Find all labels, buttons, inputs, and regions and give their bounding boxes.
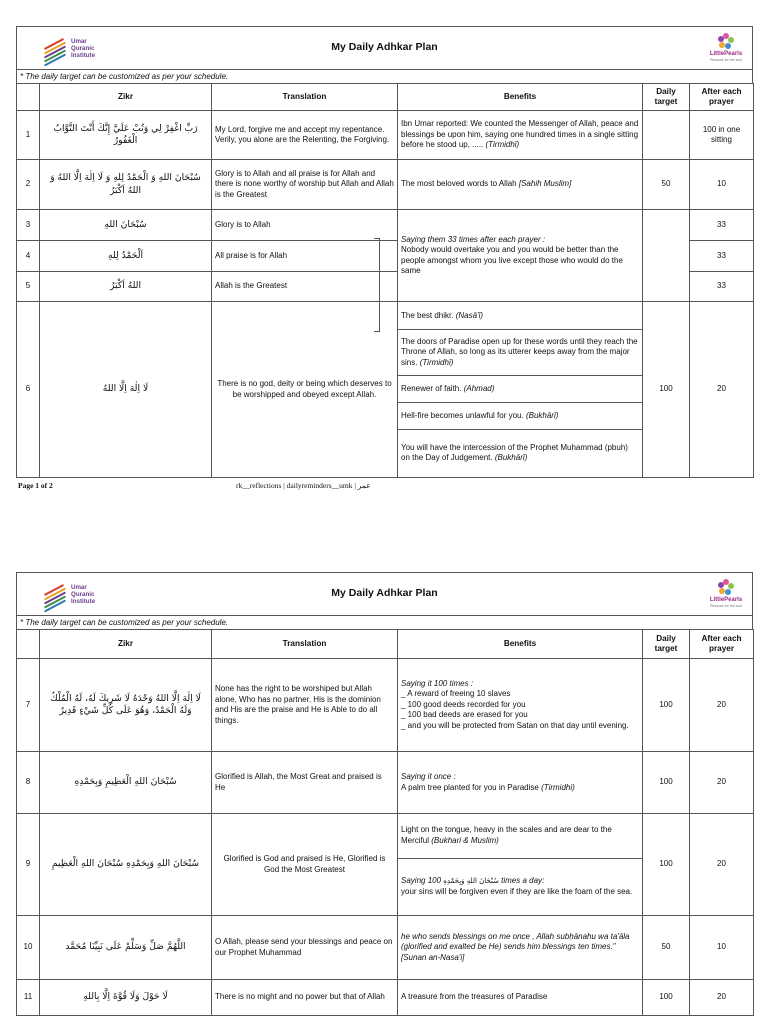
translation-cell: Glorified is God and praised is He, Glorified is God the Most Greatest	[212, 814, 398, 916]
benefit-cell: A treasure from the treasures of Paradise	[398, 980, 643, 1016]
table-row	[17, 814, 754, 916]
table-row	[17, 752, 754, 814]
adhkar-table	[16, 83, 754, 478]
benefit-lead: Saying	[401, 876, 426, 886]
col-header-daily-target: Daily target	[643, 630, 690, 659]
benefit-text: Light on the tongue, heavy in the scales and are dear to the Merciful	[401, 825, 612, 845]
row-number: 6	[17, 302, 40, 478]
zikr-arabic: اللهُ اَكْبَرُ	[40, 272, 212, 302]
logo-line: Quranic	[71, 44, 95, 52]
daily-target: 100	[643, 302, 690, 478]
benefit-item	[398, 303, 642, 330]
benefit-source: (Tirmidhī)	[485, 140, 520, 150]
table-row	[17, 302, 754, 478]
benefit-text: Nobody would overtake you and you would be better than the people amongst whom you live except those who would do the same	[401, 245, 623, 275]
translation-cell: Glory is to Allah	[212, 210, 398, 241]
little-pearls-logo	[708, 31, 744, 65]
customization-note: * The daily target can be customized as per your schedule.	[16, 615, 753, 629]
logo-tagline: Pleasure for the soul	[709, 58, 743, 62]
daily-target: 100	[643, 752, 690, 814]
benefit-cell-multi	[398, 302, 643, 478]
after-prayer-target: 20	[690, 814, 754, 916]
page-header	[16, 26, 753, 69]
page-header	[16, 572, 753, 615]
logo-line: Umar	[71, 37, 87, 45]
row-number: 10	[17, 916, 40, 980]
after-prayer-target: 20	[690, 980, 754, 1016]
table-row	[17, 210, 754, 241]
grouping-bracket	[374, 238, 380, 332]
col-header-after-prayer: After each prayer	[690, 630, 754, 659]
after-prayer-target: 33	[690, 272, 754, 302]
benefit-cell-multi	[398, 814, 643, 916]
translation-cell: Glory is to Allah and all praise is for Allah and there is none worthy of worship but Allah and Allah is the Greatest	[212, 160, 398, 210]
adhkar-table	[16, 629, 754, 1016]
logo-tagline: Pleasure for the soul	[709, 604, 743, 608]
pinwheel-icon	[718, 33, 734, 49]
logo-line: Institute	[71, 51, 96, 59]
benefit-text: The doors of Paradise open up for these words until they reach the Throne of Allah, so long as its utterer keeps away from the major sins.	[401, 336, 638, 367]
benefit-text: your sins will be forgiven even if they are like the foam of the sea.	[401, 886, 633, 896]
daily-target-empty	[643, 210, 690, 302]
benefit-cell-group	[398, 210, 643, 302]
translation-cell: O Allah, please send your blessings and peace on our Prophet Muhammad	[212, 916, 398, 980]
logo-text: LittlePearls	[709, 597, 743, 603]
benefit-cell	[398, 752, 643, 814]
page-number: Page 1 of 2	[18, 481, 53, 490]
col-header-zikr: Zikr	[40, 630, 212, 659]
customization-note: * The daily target can be customized as per your schedule.	[16, 69, 753, 83]
col-header-benefits: Benefits	[398, 84, 643, 111]
zikr-arabic: سُبْحَانَ اللهِ وَ الْحَمْدُ لِلهِ وَ لَا اِلٰهَ اِلَّا اللهُ وَ اللهُ اَكْبَرُ	[40, 160, 212, 210]
benefit-line: _ A reward of freeing 10 slaves	[401, 689, 511, 699]
benefit-text: The best dhikr.	[401, 310, 454, 320]
benefit-cell	[398, 659, 643, 752]
translation-cell: All praise is for Allah	[212, 241, 398, 272]
after-prayer-target: 33	[690, 210, 754, 241]
col-header-translation: Translation	[212, 84, 398, 111]
page-title: My Daily Adhkar Plan	[331, 587, 438, 599]
table-row	[17, 916, 754, 980]
benefit-source: (Ahmad)	[463, 383, 495, 393]
benefit-text: Ibn Umar reported: We counted the Messenger of Allah, peace and blessings be upon him, saying one hundred times in a single sitting before he stood up, .....	[401, 119, 639, 150]
daily-target: 100	[643, 814, 690, 916]
daily-target: 50	[643, 160, 690, 210]
logo-line: Umar	[71, 583, 87, 591]
row-number: 3	[17, 210, 40, 241]
benefit-arabic: سُبْحَانَ اللهِ وَبِحَمْدِهِ	[443, 877, 499, 886]
table-header-row	[17, 84, 754, 111]
benefit-source: (Nasā'ī)	[455, 310, 484, 320]
row-number: 9	[17, 814, 40, 916]
table-header-row	[17, 630, 754, 659]
table-row	[17, 659, 754, 752]
col-header-num	[17, 84, 40, 111]
zikr-arabic: سُبْحَانَ اللهِ وَبِحَمْدِهِ سُبْحَانَ اللهِ الْعَظِيمِ	[40, 814, 212, 916]
benefit-source: (Bukhārī)	[525, 410, 559, 420]
zikr-arabic: اللَّهُمَّ صَلِّ وَسَلِّمْ عَلَى نَبِيِّنَا مُحَمَّد	[40, 916, 212, 980]
after-prayer-target: 20	[690, 752, 754, 814]
row-number: 1	[17, 111, 40, 160]
after-prayer-target: 20	[690, 302, 754, 478]
translation-cell: There is no might and no power but that of Allah	[212, 980, 398, 1016]
little-pearls-logo	[708, 577, 744, 611]
benefit-item	[398, 814, 642, 858]
benefit-text: he who sends blessings on me once , Allah subḥānahu wa ta'āla (glorified and exalted be He) sends him blessings ten times."	[401, 931, 630, 952]
benefit-cell	[398, 916, 643, 980]
benefit-line: _ 100 good deeds recorded for you	[401, 699, 526, 709]
after-prayer-target: 100 in one sitting	[690, 111, 754, 160]
benefit-source: (Tirmidhī)	[419, 357, 454, 367]
daily-target	[643, 111, 690, 160]
table-row	[17, 111, 754, 160]
col-header-after-prayer: After each prayer	[690, 84, 754, 111]
benefit-lead: Saying them 33 times after each prayer :	[401, 234, 546, 244]
page-footer	[16, 478, 753, 494]
page-1	[16, 26, 753, 494]
col-header-benefits: Benefits	[398, 630, 643, 659]
benefit-item	[398, 858, 642, 915]
benefit-item	[398, 330, 642, 376]
daily-target: 100	[643, 980, 690, 1016]
row-number: 5	[17, 272, 40, 302]
benefit-lead: Saying it once :	[401, 772, 456, 781]
benefit-cell	[398, 111, 643, 160]
zikr-arabic: رَبِّ اغْفِرْ لِي وَتُبْ عَلَيَّ إِنَّكَ أَنْتَ التَّوَّابُ الْغَفُورُ	[40, 111, 212, 160]
benefit-text: A palm tree planted for you in Paradise	[401, 782, 539, 792]
benefit-item	[398, 403, 642, 430]
benefit-cell	[398, 160, 643, 210]
translation-cell: Allah is the Greatest	[212, 272, 398, 302]
col-header-daily-target: Daily target	[643, 84, 690, 111]
row-number: 7	[17, 659, 40, 752]
row-number: 4	[17, 241, 40, 272]
after-prayer-target: 33	[690, 241, 754, 272]
zikr-arabic: لَا اِلٰهَ اِلَّا اللهُ	[40, 302, 212, 478]
row-number: 11	[17, 980, 40, 1016]
benefit-text: The most beloved words to Allah	[401, 179, 517, 189]
table-row	[17, 160, 754, 210]
translation-cell: My Lord, forgive me and accept my repentance. Verily, you alone are the Relenting, the Forgiving.	[212, 111, 398, 160]
zikr-arabic: لَا حَوْلَ وَلَا قُوَّةَ اِلَّا بِاللهِ	[40, 980, 212, 1016]
zikr-arabic: سُبْحَانَ اللهِ الْعَظِيمِ وَبِحَمْدِهِ	[40, 752, 212, 814]
daily-target: 50	[643, 916, 690, 980]
benefit-source: [Sunan an-Nasa'i]	[401, 952, 465, 962]
benefit-rest: 100 times a day:	[427, 876, 545, 886]
social-handles: rk__reflections | dailyreminders__umk | عمر	[236, 481, 371, 490]
benefit-item	[398, 376, 642, 403]
row-number: 8	[17, 752, 40, 814]
benefit-source: [Sahih Muslim]	[518, 179, 572, 189]
after-prayer-target: 20	[690, 659, 754, 752]
logo-line: Quranic	[71, 590, 95, 598]
benefit-text: Renewer of faith.	[401, 383, 462, 393]
translation-cell: Glorified is Allah, the Most Great and praised is He	[212, 752, 398, 814]
benefit-lead: Saying it 100 times :	[401, 678, 474, 688]
translation-cell: There is no god, deity or being which deserves to be worshipped and obeyed except Allah.	[212, 302, 398, 478]
after-prayer-target: 10	[690, 160, 754, 210]
pinwheel-icon	[718, 579, 734, 595]
daily-target: 100	[643, 659, 690, 752]
zikr-arabic: اَلْحَمْدُ لِلهِ	[40, 241, 212, 272]
col-header-translation: Translation	[212, 630, 398, 659]
page-title: My Daily Adhkar Plan	[331, 41, 438, 53]
col-header-num	[17, 630, 40, 659]
col-header-zikr: Zikr	[40, 84, 212, 111]
table-row	[17, 980, 754, 1016]
benefit-source: (Bukhārī)	[494, 453, 528, 463]
zikr-arabic: سُبْحَانَ اللهِ	[40, 210, 212, 241]
zikr-arabic: لَا اِلٰهَ اِلَّا اللهُ وَحْدَهُ لَا شَرِيكَ لَهُ، لَهُ الْمُلْكُ وَلَهُ الْحَمْدُ، وَهُوَ عَلَى كُلِّ شَيْءٍ قَدِيرٌ	[40, 659, 212, 752]
benefit-item	[398, 430, 642, 477]
benefit-source: (Tirmidhi)	[541, 782, 575, 792]
logo-line: Institute	[71, 597, 96, 605]
benefit-text: Hell-fire becomes unlawful for you.	[401, 410, 524, 420]
benefit-line: _ 100 bad deeds are erased for you	[401, 710, 528, 720]
benefit-subtable	[398, 303, 642, 477]
row-number: 2	[17, 160, 40, 210]
page-2	[16, 572, 753, 1016]
benefit-text: You will have the intercession of the Prophet Muhammad (pbuh) on the Day of Judgement.	[401, 442, 628, 463]
after-prayer-target: 10	[690, 916, 754, 980]
logo-text: LittlePearls	[709, 51, 743, 57]
benefit-line: _ and you will be protected from Satan on that day until evening.	[401, 720, 629, 730]
translation-cell: None has the right to be worshiped but Allah alone, Who has no partner. His is the dominion and His are the praise and He is Able to do all things.	[212, 659, 398, 752]
benefit-source: (Bukhari & Muslim)	[431, 835, 499, 845]
benefit-subtable	[398, 814, 642, 915]
